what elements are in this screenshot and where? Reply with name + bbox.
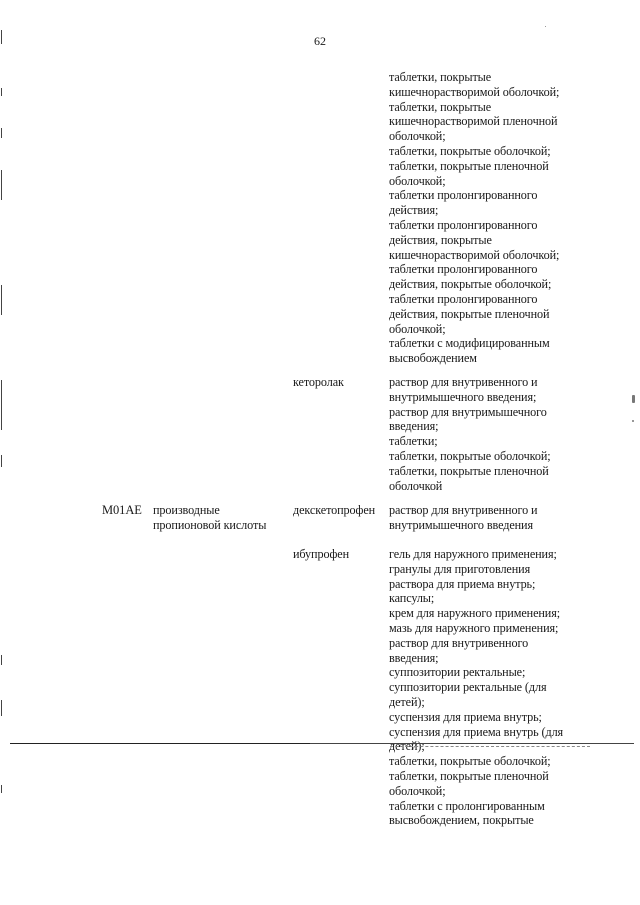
- form-line: таблетки пролонгированного: [389, 188, 538, 203]
- form-line: кишечнорастворимой оболочкой;: [389, 247, 560, 262]
- form-line: суппозитории ректальные (для: [389, 680, 547, 695]
- scan-speck: [632, 395, 635, 403]
- form-line: действия, покрытые пленочной: [389, 306, 550, 321]
- form-line: высвобождением, покрытые: [389, 813, 534, 828]
- scan-edge-mark: [1, 285, 2, 315]
- scan-edge-mark: [1, 785, 2, 793]
- group-line: производные: [153, 503, 220, 517]
- scan-edge-mark: [1, 170, 2, 200]
- drug-name-ibuprofen: ибупрофен: [293, 547, 349, 561]
- form-line: действия;: [389, 203, 439, 218]
- form-line: кишечнорастворимой пленочной: [389, 114, 558, 129]
- form-line: раствор для внутривенного и: [389, 503, 538, 517]
- form-line: таблетки пролонгированного: [389, 262, 538, 277]
- forms-list-continued: [389, 70, 559, 366]
- form-line: оболочкой;: [389, 173, 446, 188]
- scan-edge-mark: [1, 88, 2, 96]
- form-line: гель для наружного применения;: [389, 547, 557, 561]
- scan-edge-mark: [1, 30, 2, 44]
- form-line: таблетки, покрытые: [389, 99, 492, 114]
- group-line: пропионовой кислоты: [153, 517, 267, 532]
- form-line: капсулы;: [389, 591, 435, 606]
- form-line: действия, покрытые: [389, 232, 492, 247]
- form-line: крем для наружного применения;: [389, 606, 561, 621]
- form-line: раствор для внутривенного: [389, 635, 529, 650]
- form-line: действия, покрытые оболочкой;: [389, 277, 552, 292]
- form-line: таблетки пролонгированного: [389, 291, 538, 306]
- scan-speck: [545, 26, 546, 27]
- form-line: мазь для наружного применения;: [389, 620, 559, 635]
- drug-name-dexketoprofen: декскетопрофен: [293, 503, 376, 517]
- form-line: введения;: [389, 419, 439, 434]
- form-line: таблетки, покрытые пленочной: [389, 158, 549, 173]
- form-line: таблетки, покрытые: [389, 70, 492, 84]
- scan-edge-mark: [1, 655, 2, 665]
- form-line: суспензия для приема внутрь;: [389, 709, 542, 724]
- form-line: таблетки с модифицированным: [389, 336, 550, 351]
- scan-edge-mark: [1, 128, 2, 138]
- form-line: оболочкой: [389, 478, 443, 493]
- form-line: раствор для внутривенного и: [389, 375, 538, 389]
- form-line: таблетки, покрытые пленочной: [389, 463, 549, 478]
- form-line: таблетки;: [389, 434, 438, 449]
- group-name: [153, 503, 266, 533]
- form-line: раствор для внутримышечного: [389, 404, 547, 419]
- forms-list-ibuprofen: [389, 547, 563, 828]
- form-line: внутримышечного введения: [389, 517, 533, 532]
- form-line: детей);: [389, 694, 425, 709]
- form-line: оболочкой;: [389, 321, 446, 336]
- scan-speck: [632, 420, 634, 422]
- form-line: гранулы для приготовления: [389, 561, 531, 576]
- drug-name-ketorolac: кеторолак: [293, 375, 344, 389]
- forms-list-dexketoprofen: [389, 503, 537, 533]
- scan-rule-right: [310, 743, 634, 744]
- form-line: таблетки, покрытые оболочкой;: [389, 754, 551, 769]
- form-line: таблетки с пролонгированным: [389, 798, 545, 813]
- form-line: введения;: [389, 650, 439, 665]
- scan-edge-mark: [1, 380, 2, 430]
- form-line: оболочкой;: [389, 129, 446, 144]
- form-line: суспензия для приема внутрь (для: [389, 724, 564, 739]
- form-line: суппозитории ректальные;: [389, 665, 526, 680]
- form-line: детей);: [389, 739, 425, 754]
- form-line: таблетки, покрытые пленочной: [389, 768, 549, 783]
- form-line: оболочкой;: [389, 783, 446, 798]
- forms-list-ketorolac: [389, 375, 551, 493]
- form-line: таблетки, покрытые оболочкой;: [389, 143, 551, 158]
- form-line: таблетки пролонгированного: [389, 217, 538, 232]
- scan-edge-mark: [1, 455, 2, 467]
- form-line: таблетки, покрытые оболочкой;: [389, 448, 551, 463]
- scan-rule-dashed: [390, 746, 590, 747]
- atc-code: M01AE: [102, 503, 142, 517]
- form-line: раствора для приема внутрь;: [389, 576, 536, 591]
- page-number: 62: [314, 34, 326, 48]
- scan-edge-mark: [1, 700, 2, 716]
- form-line: высвобождением: [389, 351, 477, 366]
- form-line: внутримышечного введения;: [389, 389, 537, 404]
- form-line: кишечнорастворимой оболочкой;: [389, 84, 560, 99]
